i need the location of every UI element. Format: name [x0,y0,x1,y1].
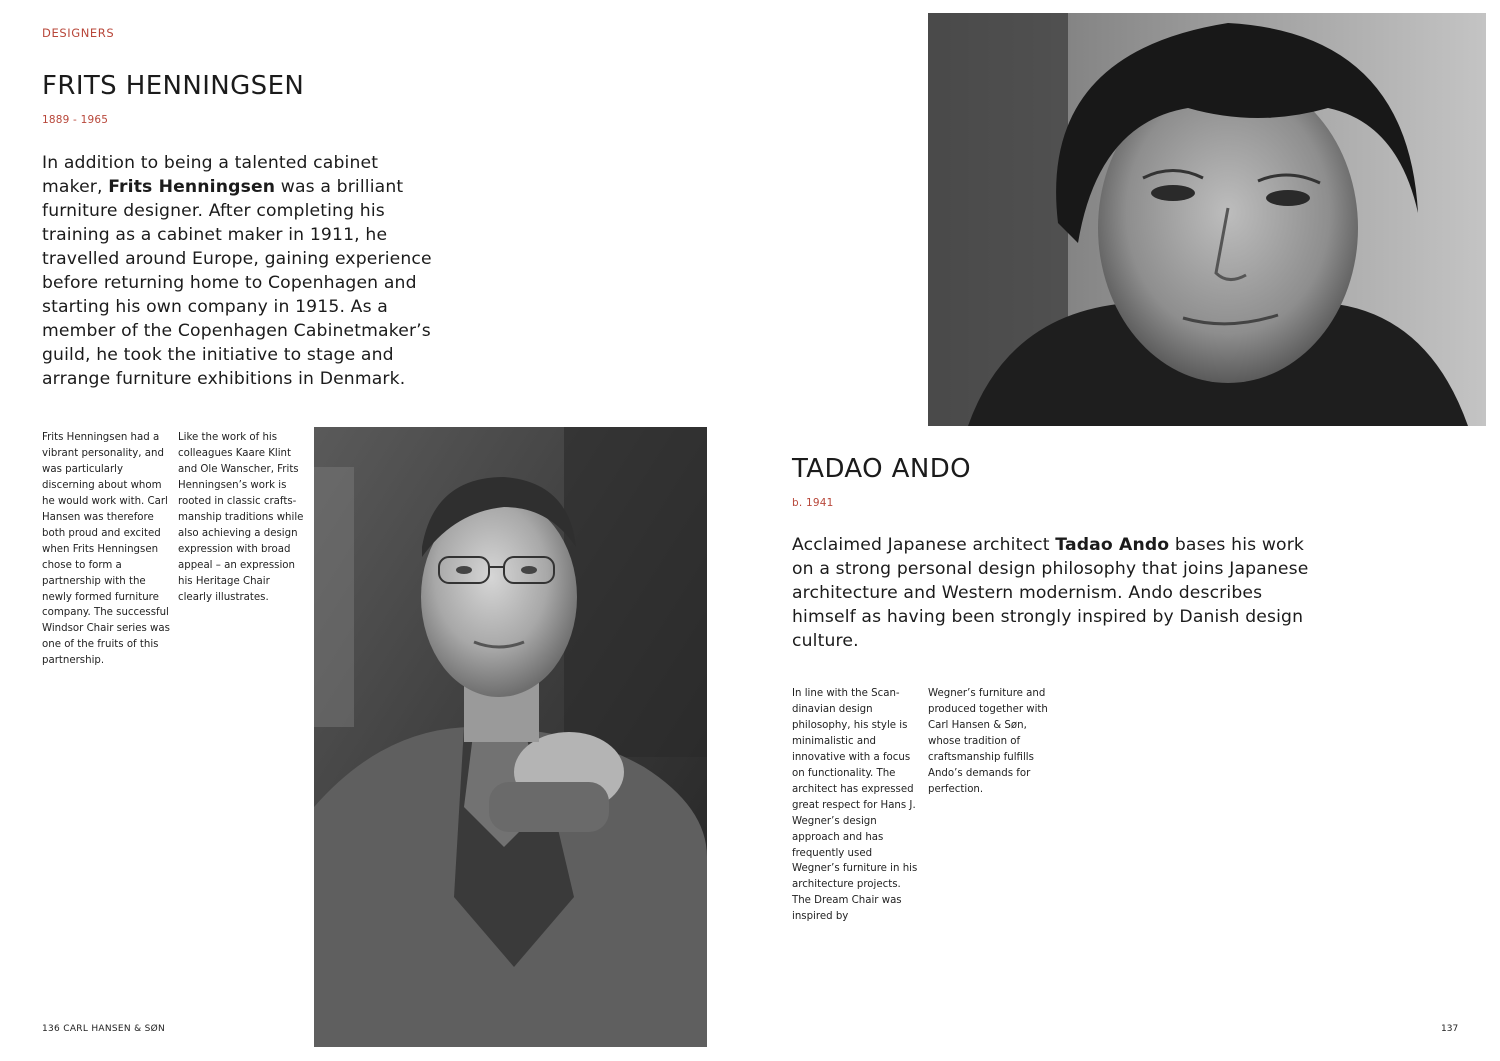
ando-dates: b. 1941 [792,497,834,509]
ando-name: TADAO ANDO [792,454,971,484]
intro-designer-name: Frits Henningsen [108,177,276,197]
intro-text-before: In addition to being a talented cabinet maker, [42,153,379,197]
ando-column-1: In line with the Scan-dinavian design philosophy, his style is minimalistic and innovative with a focus on functionality. The architect has expressed great respect for Hans J. Wegner’s design approach and has frequently used Wegner’s furniture in his architecture projects. The Dream Chair was inspired by [792,688,918,923]
ando-portrait-photo [928,13,1486,426]
intro-text-before: Acclaimed Japanese architect [792,535,1056,555]
intro-text-after: was a brilliant furniture designer. After completing his training as a cabinet maker in 1911, he travelled around Europe, gaining experience before returning home to Copenhagen and starting his own company in 1915. As a member of the Copenhagen Cabinetmaker’s guild, he took the initiative to stage and arrange furniture exhibitions in Denmark. [42,177,432,389]
ando-intro [792,533,1312,653]
henningsen-intro [42,151,442,391]
section-label: DESIGNERS [42,26,115,40]
intro-designer-name: Tadao Ando [1055,535,1170,555]
left-page-number: 136 [42,1024,61,1034]
right-page-number: 137 [1441,1024,1459,1034]
intro-text-after: bases his work on a strong personal design philosophy that joins Japanese architecture and Western modernism. Ando describes himself as having been strongly inspired by Danish design culture. [792,535,1309,651]
henningsen-name: FRITS HENNINGSEN [42,71,305,101]
ando-portrait-illustration [928,13,1486,426]
ando-column-2: Wegner’s furniture and produced together with Carl Hansen & Søn, whose tradition of craftsmanship fulfills Ando’s demands for perfection. [928,688,1048,795]
henningsen-dates: 1889 - 1965 [42,114,109,126]
henningsen-column-1: Frits Henningsen had a vibrant personality, and was particularly discerning about whom he would work with. Carl Hansen was therefore both proud and excited when Frits Henningsen chose to form a partnership with the newly formed furniture company. The successful Windsor Chair series was one of the fruits of this partnership. [42,432,170,667]
footer-brand: CARL HANSEN & SØN [63,1024,165,1034]
footer-left [42,1024,165,1034]
henningsen-column-2: Like the work of his colleagues Kaare Klint and Ole Wanscher, Frits Henningsen’s work is rooted in classic crafts-manship traditions while also achieving a design expression with broad appeal – an expression his Heritage Chair clearly illustrates. [178,432,304,603]
henningsen-portrait-illustration [314,427,707,1047]
henningsen-portrait-photo [314,427,707,1047]
